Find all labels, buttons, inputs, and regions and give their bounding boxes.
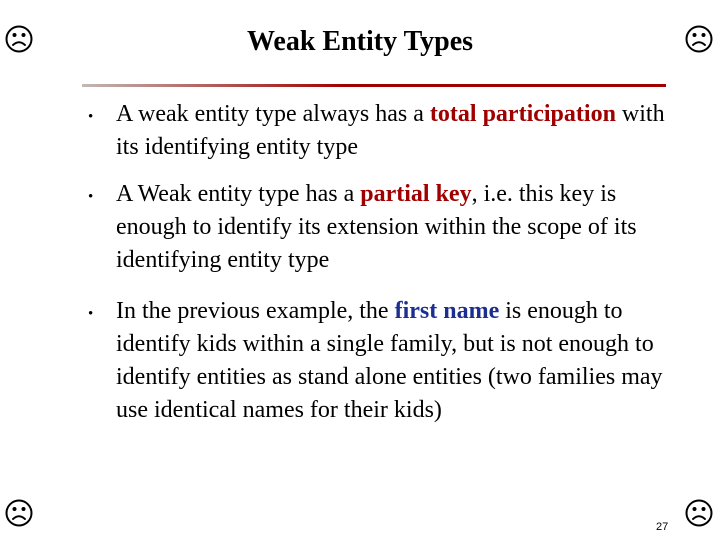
bullet-marker: • [88, 109, 94, 125]
decorative-corner-icon [4, 498, 34, 528]
bullet-text: A weak entity type always has a [116, 101, 430, 127]
bullet-item-1 [116, 98, 676, 164]
highlight-term: total participation [429, 101, 616, 127]
bullet-text: is enough to identify kids within a single family, but is not enough to identify entities as stand alone entities (two families may use identical names for their kids) [116, 298, 663, 423]
bullet-item-2 [116, 178, 676, 277]
highlight-term: partial key [360, 181, 472, 207]
bullet-text: , i.e. this key is enough to identify its extension within the scope of its identifying entity type [116, 181, 637, 273]
bullet-marker: • [88, 189, 94, 205]
highlight-term: first name [394, 298, 500, 324]
decorative-corner-icon [684, 498, 714, 528]
bullet-marker: • [88, 306, 94, 322]
bullet-text: A Weak entity type has a [116, 181, 361, 207]
bullet-text: In the previous example, the [116, 298, 395, 324]
slide-title: Weak Entity Types [246, 26, 474, 57]
bullet-item-3 [116, 295, 676, 427]
bullet-text: with its identifying entity type [116, 101, 665, 160]
title-divider [82, 84, 666, 87]
page-number: 27 [656, 521, 669, 533]
